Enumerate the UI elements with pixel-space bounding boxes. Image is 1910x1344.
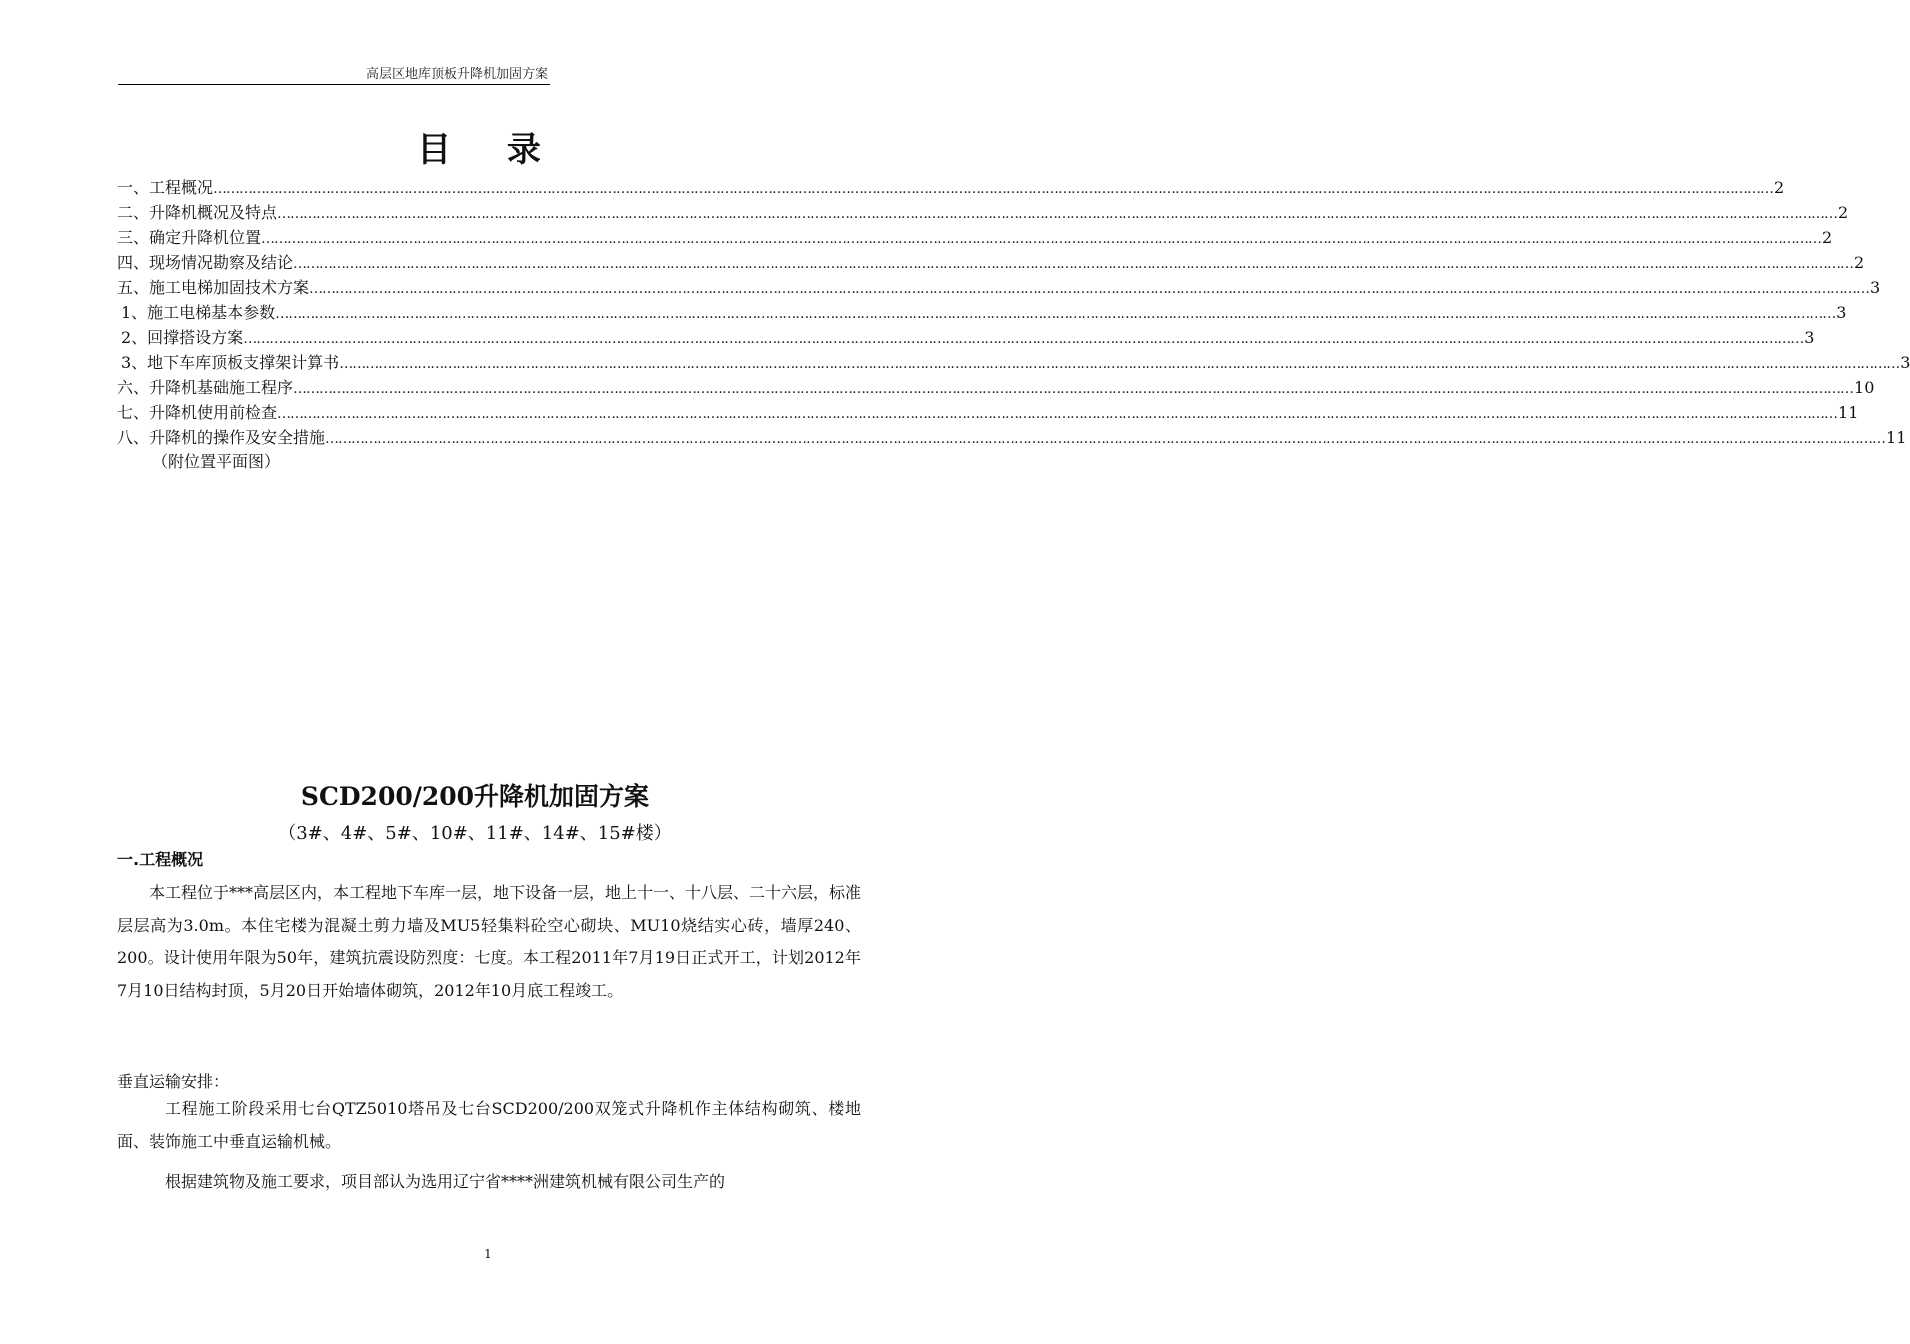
- toc-item[interactable]: [121, 301, 1847, 325]
- toc-leader-dots: ………………………………………………………………………………………………………………………………………………………………………………………………………………………………………………………………………………………………………………………………: [261, 231, 1822, 247]
- page-number: 1: [484, 1247, 492, 1261]
- toc-leader-dots: ………………………………………………………………………………………………………………………………………………………………………………………………………………………………………………………………………………………………………………………………: [339, 356, 1900, 372]
- toc-leader-dots: ………………………………………………………………………………………………………………………………………………………………………………………………………………………………………………………………………………………………………………………………: [293, 381, 1854, 397]
- toc-item-label: 八、升降机的操作及安全措施: [117, 428, 326, 447]
- toc-leader-dots: ………………………………………………………………………………………………………………………………………………………………………………………………………………………………………………………………………………………………………………………………: [277, 206, 1838, 222]
- toc-item-page: 11: [1886, 428, 1907, 447]
- toc-item-label: 四、现场情况勘察及结论: [117, 253, 294, 272]
- header-text: 高层区地库顶板升降机加固方案: [365, 67, 548, 82]
- section-heading: 一.工程概况: [117, 850, 204, 869]
- document-title: SCD200/200升降机加固方案: [300, 782, 650, 811]
- toc-item[interactable]: [117, 426, 1907, 450]
- document-subtitle: （3#、4#、5#、10#、11#、14#、15#楼）: [278, 823, 672, 844]
- toc-item[interactable]: [117, 376, 1875, 400]
- paragraph-overview: 本工程位于***高层区内，本工程地下车库一层，地下设备一层，地上十一、十八层、二十六层，标准层层高为3.0m。本住宅楼为混凝土剪力墙及MU5轻集料砼空心砌块、MU10烧结实心砖，墙厚240、200。设计使用年限为50年，建筑抗震设防烈度：七度。本工程2011年7月19日正式开工，计划2012年7月10日结构封顶，5月20日开始墙体砌筑，2012年10月底工程竣工。: [117, 883, 862, 1000]
- paragraph-selection: 根据建筑物及施工要求，项目部认为选用辽宁省****洲建筑机械有限公司生产的: [165, 1172, 726, 1191]
- toc-item[interactable]: [117, 176, 1785, 200]
- toc-item-label: 3、地下车库顶板支撑架计算书: [121, 353, 340, 372]
- toc-item-page: 3: [1870, 278, 1881, 297]
- toc-item-label: 1、施工电梯基本参数: [121, 303, 276, 322]
- toc-leader-dots: ………………………………………………………………………………………………………………………………………………………………………………………………………………………………………………………………………………………………………………………………: [213, 181, 1774, 197]
- toc-item-label: 七、升降机使用前检查: [117, 403, 278, 422]
- toc-item-label: 六、升降机基础施工程序: [117, 378, 294, 397]
- toc-title: 目 录: [417, 130, 563, 170]
- toc-leader-dots: ………………………………………………………………………………………………………………………………………………………………………………………………………………………………………………………………………………………………………………………………: [275, 306, 1836, 322]
- toc-item-page: 2: [1854, 253, 1865, 272]
- toc-item-page: 11: [1838, 403, 1859, 422]
- toc-item-page: 3: [1804, 328, 1815, 347]
- toc-item-page: 10: [1854, 378, 1875, 397]
- toc-leader-dots: ………………………………………………………………………………………………………………………………………………………………………………………………………………………………………………………………………………………………………………………………: [325, 431, 1886, 447]
- toc-item-page: 3: [1900, 353, 1910, 372]
- toc-leader-dots: ………………………………………………………………………………………………………………………………………………………………………………………………………………………………………………………………………………………………………………………………: [309, 281, 1870, 297]
- toc-item[interactable]: [117, 251, 1865, 275]
- toc-leader-dots: ………………………………………………………………………………………………………………………………………………………………………………………………………………………………………………………………………………………………………………………………: [277, 406, 1838, 422]
- toc-item-label: 一、工程概况: [117, 178, 214, 197]
- toc-item-page: 2: [1838, 203, 1849, 222]
- toc-item-label: 三、确定升降机位置: [117, 228, 262, 247]
- toc-item-label: 五、施工电梯加固技术方案: [117, 278, 310, 297]
- toc-item[interactable]: [121, 326, 1815, 350]
- toc-item-page: 3: [1836, 303, 1847, 322]
- toc-leader-dots: ………………………………………………………………………………………………………………………………………………………………………………………………………………………………………………………………………………………………………………………………: [243, 331, 1804, 347]
- toc-item[interactable]: [121, 351, 1910, 375]
- toc-item[interactable]: [117, 401, 1859, 425]
- toc-item[interactable]: [117, 276, 1881, 300]
- paragraph-construction-machinery: 工程施工阶段采用七台QTZ5010塔吊及七台SCD200/200双笼式升降机作主体结构砌筑、楼地面、装饰施工中垂直运输机械。: [117, 1099, 861, 1151]
- toc-item-page: 2: [1774, 178, 1785, 197]
- toc-item-label: 2、回撑搭设方案: [121, 328, 244, 347]
- toc-leader-dots: ………………………………………………………………………………………………………………………………………………………………………………………………………………………………………………………………………………………………………………………………: [293, 256, 1854, 272]
- toc-item[interactable]: [117, 226, 1833, 250]
- toc-item-page: 2: [1822, 228, 1833, 247]
- page-header: [118, 66, 550, 85]
- toc-item-label: 二、升降机概况及特点: [117, 203, 278, 222]
- paragraph-vertical-transport-label: 垂直运输安排：: [117, 1072, 230, 1091]
- toc-note: （附位置平面图）: [152, 452, 281, 471]
- toc-item[interactable]: [117, 201, 1849, 225]
